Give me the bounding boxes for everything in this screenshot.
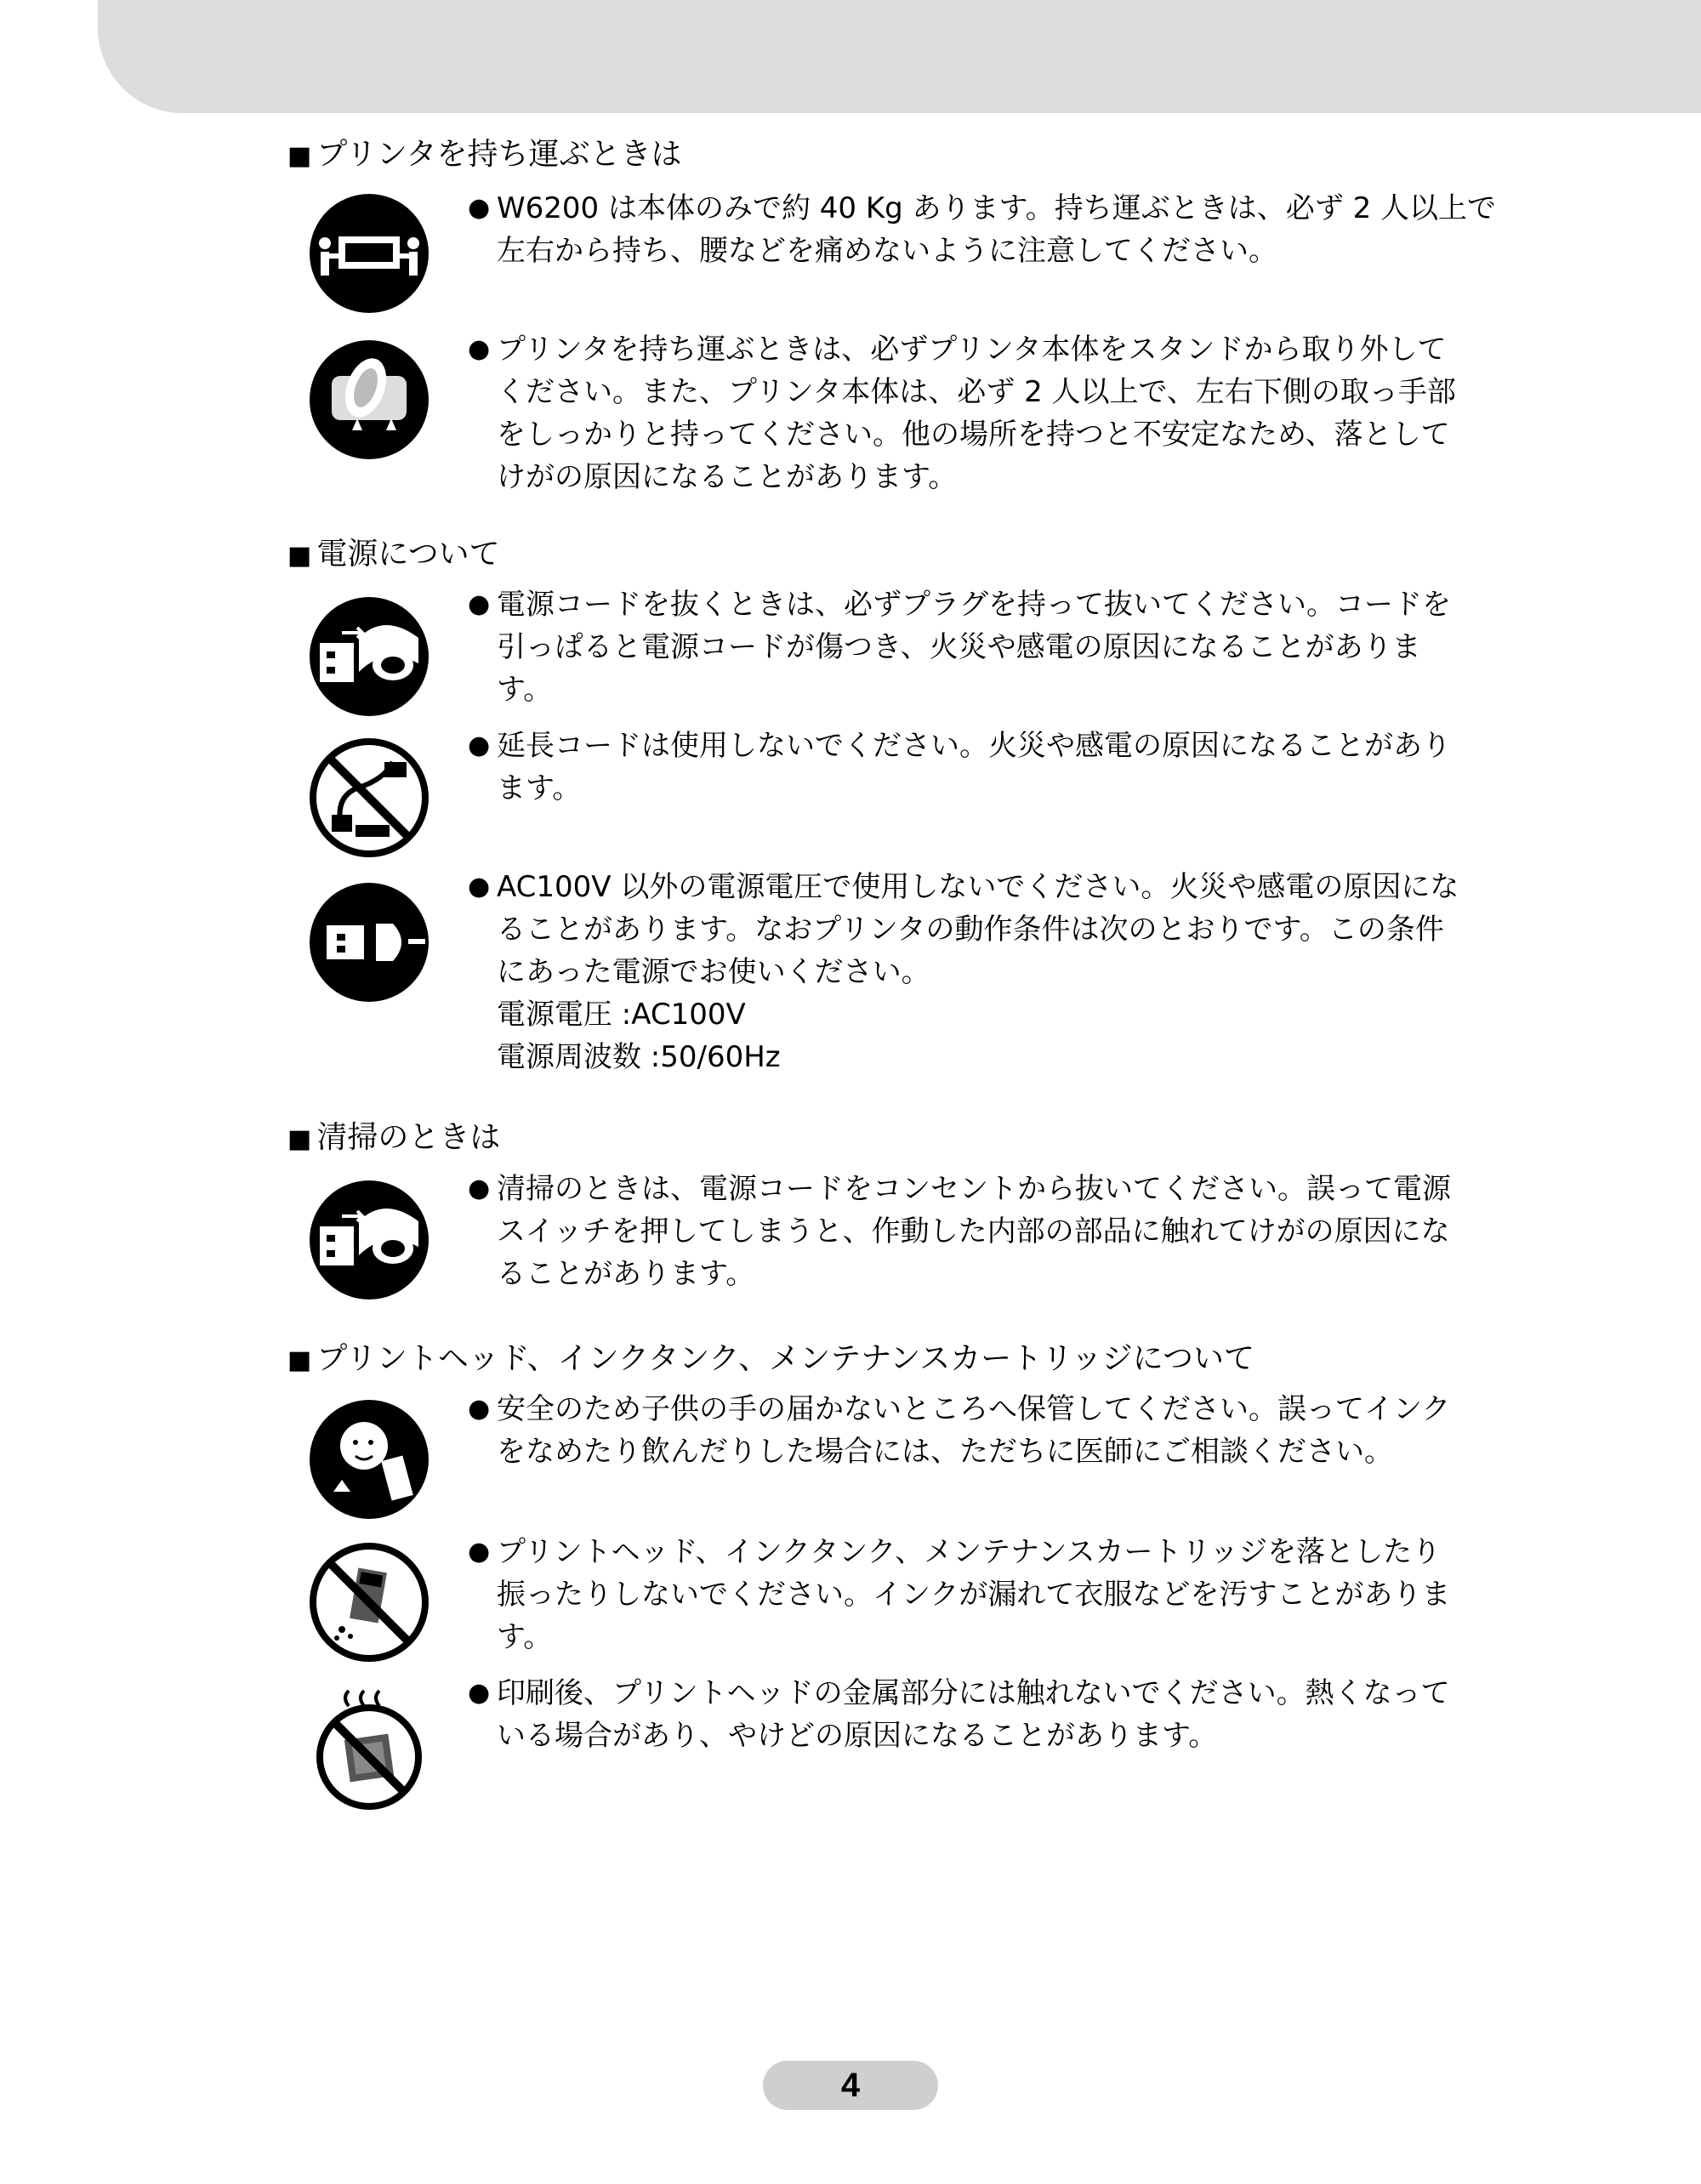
item-line: 電源電圧 :AC100V bbox=[497, 998, 746, 1032]
item-line: いる場合があり、やけどの原因になることがあります。 bbox=[497, 1719, 1218, 1753]
bullet: ● bbox=[468, 334, 491, 364]
item-line: 電源周波数 :50/60Hz bbox=[497, 1040, 781, 1074]
item-line: 左右から持ち、腰などを痛めないように注意してください。 bbox=[497, 234, 1277, 268]
list-item bbox=[468, 1168, 1514, 1295]
section-heading-carry bbox=[287, 136, 681, 175]
section-heading-printhead bbox=[287, 1340, 1254, 1379]
item-line: をしっかりと持ってください。他の場所を持つと不安定なため、落として bbox=[497, 418, 1450, 452]
list-item bbox=[468, 1672, 1514, 1757]
item-line: プリンタを持ち運ぶときは、必ずプリンタ本体をスタンドから取り外して bbox=[497, 333, 1447, 367]
heading-marker: ■ bbox=[287, 1345, 312, 1375]
heading-text: 清掃のときは bbox=[316, 1120, 501, 1155]
item-line: ることがあります。なおプリンタの動作条件は次のとおりです。この条件 bbox=[497, 913, 1444, 947]
heading-text: プリントヘッド、インクタンク、メンテナンスカートリッジについて bbox=[316, 1341, 1255, 1376]
item-line: ることがあります。 bbox=[497, 1257, 755, 1291]
list-item bbox=[468, 187, 1514, 272]
bullet: ● bbox=[468, 1394, 491, 1424]
bullet: ● bbox=[468, 1678, 491, 1708]
section-heading-power bbox=[287, 536, 500, 575]
heading-marker: ■ bbox=[287, 141, 312, 171]
item-line: ください。また、プリンタ本体は、必ず 2 人以上で、左右下側の取っ手部 bbox=[497, 375, 1456, 409]
item-line: プリントヘッド、インクタンク、メンテナンスカートリッジを落としたり bbox=[497, 1535, 1442, 1569]
list-item bbox=[468, 866, 1514, 1078]
list-item bbox=[468, 328, 1514, 498]
item-line: 延長コードは使用しないでください。火災や感電の原因になることがあり bbox=[497, 729, 1451, 763]
bullet: ● bbox=[468, 731, 491, 760]
item-line: 電源コードを抜くときは、必ずプラグを持って抜いてください。コードを bbox=[497, 588, 1451, 622]
plug-icon bbox=[308, 881, 430, 1004]
list-item bbox=[468, 1531, 1514, 1658]
item-line: 安全のため子供の手の届かないところへ保管してください。誤ってインク bbox=[497, 1392, 1451, 1426]
item-line: 振ったりしないでください。インクが漏れて衣服などを汚すことがありま bbox=[497, 1578, 1451, 1612]
item-line: AC100V 以外の電源電圧で使用しないでください。火災や感電の原因にな bbox=[497, 870, 1459, 904]
heading-marker: ■ bbox=[287, 1124, 312, 1154]
no-drop-cartridge-icon bbox=[308, 1541, 430, 1664]
no-extension-cord-icon bbox=[308, 737, 430, 859]
bullet: ● bbox=[468, 589, 491, 619]
carry-two-people-icon bbox=[308, 192, 430, 315]
top-header-band bbox=[98, 0, 1701, 113]
item-line: す。 bbox=[497, 1620, 553, 1654]
heading-marker: ■ bbox=[287, 541, 312, 571]
item-line: をなめたり飲んだりした場合には、ただちに医師にご相談ください。 bbox=[497, 1435, 1393, 1469]
bullet: ● bbox=[468, 1174, 491, 1203]
item-line: W6200 は本体のみで約 40 Kg あります。持ち運ぶときは、必ず 2 人以上で bbox=[497, 191, 1497, 225]
pull-plug-icon bbox=[308, 1179, 430, 1301]
item-line: す。 bbox=[497, 673, 553, 707]
item-line: にあった電源でお使いください。 bbox=[497, 955, 930, 989]
item-line: 印刷後、プリントヘッドの金属部分には触れないでください。熱くなって bbox=[497, 1676, 1450, 1710]
hold-handles-icon bbox=[308, 338, 430, 461]
list-item bbox=[468, 1388, 1514, 1473]
heading-text: 電源について bbox=[316, 537, 500, 572]
heading-text: プリンタを持ち運ぶときは bbox=[316, 137, 682, 172]
pull-plug-icon bbox=[308, 595, 430, 718]
page-number: 4 bbox=[763, 2061, 938, 2110]
bullet: ● bbox=[468, 1537, 491, 1567]
item-line: 清掃のときは、電源コードをコンセントから抜いてください。誤って電源 bbox=[497, 1172, 1451, 1206]
hot-no-touch-icon bbox=[308, 1687, 430, 1810]
list-item bbox=[468, 725, 1514, 810]
bullet: ● bbox=[468, 872, 491, 901]
item-line: 引っぱると電源コードが傷つき、火災や感電の原因になることがありま bbox=[497, 630, 1421, 664]
section-heading-cleaning bbox=[287, 1119, 500, 1158]
list-item bbox=[468, 583, 1514, 711]
child-ink-icon bbox=[308, 1398, 430, 1521]
item-line: スイッチを押してしまうと、作動した内部の部品に触れてけがの原因にな bbox=[497, 1214, 1450, 1248]
bullet: ● bbox=[468, 193, 491, 223]
item-line: ます。 bbox=[497, 771, 582, 805]
item-line: けがの原因になることがあります。 bbox=[497, 460, 958, 494]
